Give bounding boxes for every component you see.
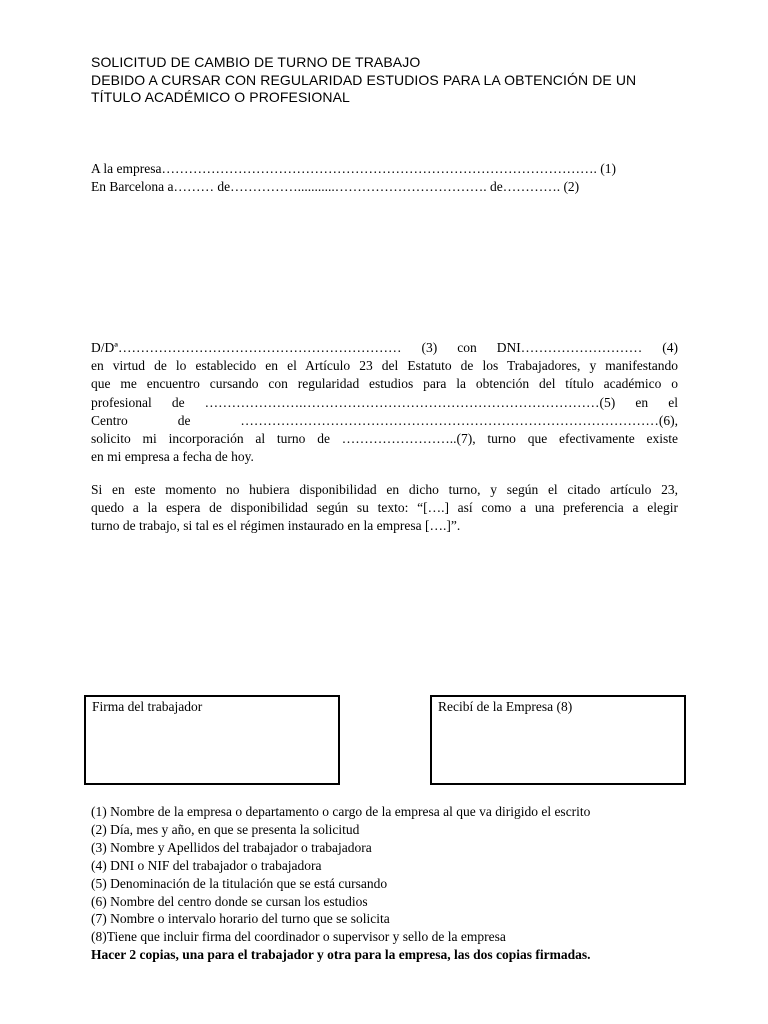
paragraph-line: Si en este momento no hubiera disponibilidad en dicho turno, y según el citado artículo 23, (91, 482, 678, 497)
recipient-block (91, 160, 678, 196)
availability-paragraph (91, 481, 678, 536)
document-title (91, 54, 691, 107)
paragraph-line: en virtud de lo establecido en el Artículo 23 del Estatuto de los Trabajadores, y manifestando (91, 358, 678, 374)
title-line-1: SOLICITUD DE CAMBIO DE TURNO DE TRABAJO (91, 54, 421, 70)
paragraph-line: Centro de …………………………………………………………………………………(6), (91, 412, 678, 428)
footnote: (2) Día, mes y año, en que se presenta la solicitud (91, 821, 360, 837)
fecha-line: En Barcelona a……… de……………...........……………………………. de…………. (2) (91, 179, 580, 195)
footnote: (4) DNI o NIF del trabajador o trabajadora (91, 857, 322, 873)
paragraph-line: profesional de ………………….…………………………………………………………(5) en el (91, 394, 678, 410)
paragraph-line: que me encuentro cursando con regularidad estudios para la obtención del título académico o (91, 376, 678, 392)
worker-signature-box[interactable] (84, 695, 340, 785)
empresa-line: A la empresa……………………………………………………………………………………. (1) (91, 161, 616, 176)
paragraph-line: en mi empresa a fecha de hoy. (91, 449, 254, 465)
paragraph-line: solicito mi incorporación al turno de ……………………..(7), turno que efectivamente existe (91, 431, 678, 447)
footnote: (7) Nombre o intervalo horario del turno que se solicita (91, 911, 390, 927)
worker-signature-label: Firma del trabajador (92, 699, 203, 714)
company-receipt-box[interactable] (430, 695, 686, 785)
paragraph-line: quedo a la espera de disponibilidad según su texto: “[….] así como a una preferencia a elegir (91, 500, 678, 516)
footnote: (5) Denominación de la titulación que se está cursando (91, 875, 388, 891)
paragraph-line: D/Dª……………………………………………………… (3) con DNI……………………… (4) (91, 340, 678, 355)
footnote: (3) Nombre y Apellidos del trabajador o trabajadora (91, 839, 372, 855)
footnote: (6) Nombre del centro donde se cursan los estudios (91, 893, 368, 909)
paragraph-line: turno de trabajo, si tal es el régimen instaurado en la empresa [….]”. (91, 518, 461, 534)
title-line-2: DEBIDO A CURSAR CON REGULARIDAD ESTUDIOS PARA LA OBTENCIÓN DE UN (91, 71, 637, 88)
footnote: (8)Tiene que incluir firma del coordinador o supervisor y sello de la empresa (91, 929, 506, 945)
footnotes (91, 803, 691, 964)
request-paragraph (91, 339, 678, 466)
final-instruction: Hacer 2 copias, una para el trabajador y otra para la empresa, las dos copias firmadas. (91, 947, 591, 963)
title-line-3: TÍTULO ACADÉMICO O PROFESIONAL (91, 89, 350, 105)
footnote: (1) Nombre de la empresa o departamento o cargo de la empresa al que va dirigido el escrito (91, 804, 591, 819)
company-receipt-label: Recibí de la Empresa (8) (438, 699, 573, 714)
